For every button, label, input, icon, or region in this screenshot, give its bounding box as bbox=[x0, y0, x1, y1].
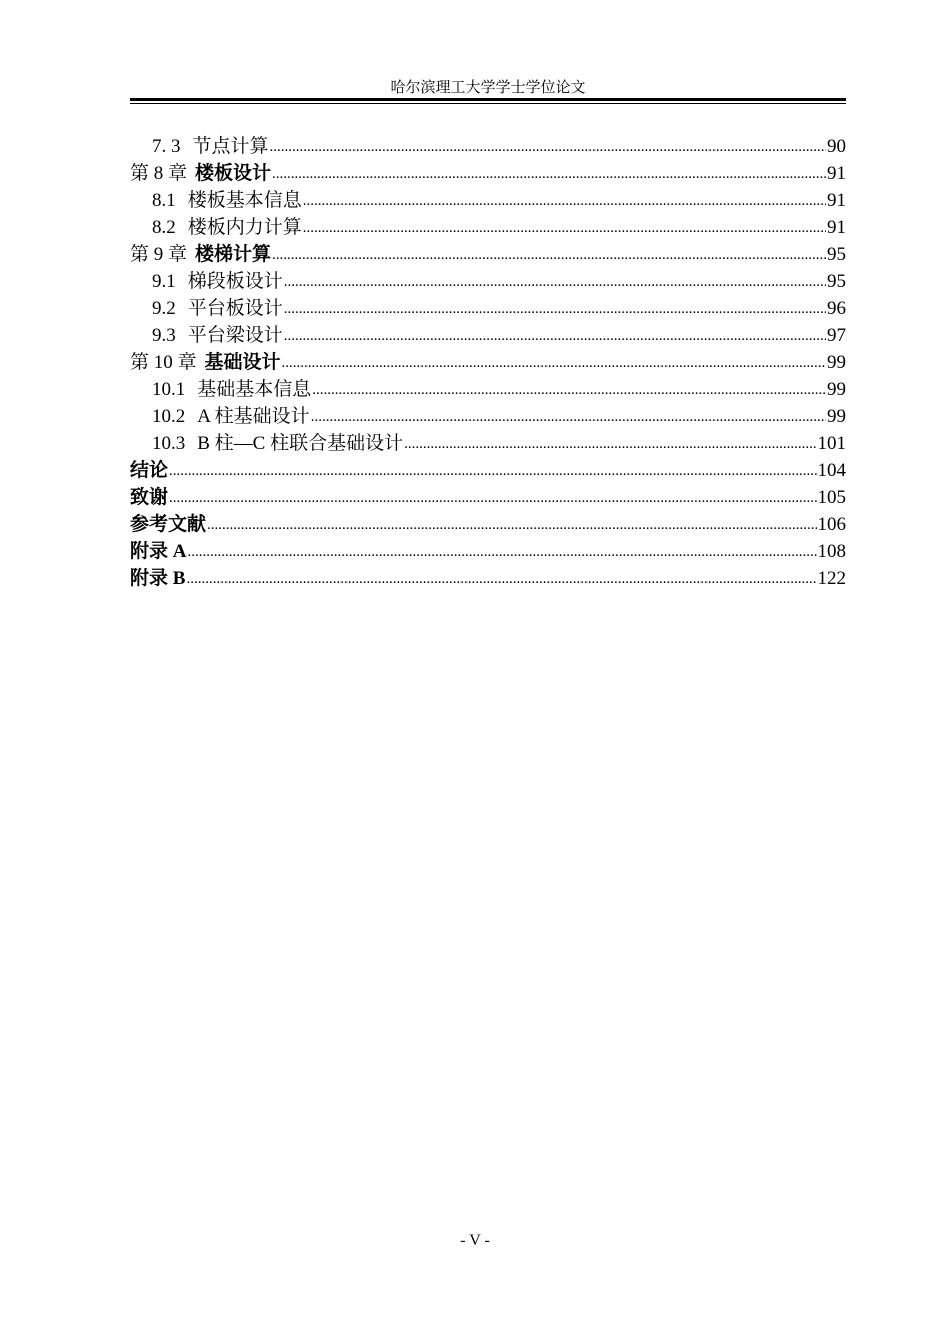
toc-entry-number: 9.3 bbox=[152, 325, 176, 346]
toc-entry[interactable] bbox=[130, 456, 846, 483]
toc-dot-leader bbox=[404, 432, 816, 456]
toc-dot-leader bbox=[186, 567, 816, 591]
toc-entry-text: 结论 bbox=[130, 460, 169, 481]
toc-entry[interactable] bbox=[130, 213, 846, 240]
toc-dot-leader bbox=[272, 243, 826, 267]
toc-entry[interactable] bbox=[130, 483, 846, 510]
toc-entry[interactable] bbox=[130, 186, 846, 213]
toc-entry-title bbox=[152, 135, 269, 159]
toc-entry-page: 91 bbox=[827, 217, 846, 238]
toc-entry-page: 99 bbox=[827, 379, 846, 400]
toc-entry-text: B 柱—C 柱联合基础设计 bbox=[197, 433, 404, 454]
header-rule-thin bbox=[130, 103, 846, 104]
toc-dot-leader bbox=[312, 378, 826, 402]
toc-entry-title bbox=[130, 351, 281, 375]
toc-entry-number: 8.2 bbox=[152, 217, 176, 238]
toc-entry-title bbox=[130, 540, 186, 564]
toc-entry[interactable] bbox=[130, 132, 846, 159]
toc-entry-number: 第 9 章 bbox=[130, 244, 188, 265]
toc-entry-text: 楼梯计算 bbox=[195, 244, 272, 265]
toc-entry-text: 参考文献 bbox=[130, 514, 207, 535]
header-rule-thick bbox=[130, 98, 846, 101]
toc-entry-page: 106 bbox=[817, 514, 846, 535]
toc-entry-text: 基础基本信息 bbox=[197, 379, 312, 400]
toc-dot-leader bbox=[311, 405, 826, 429]
toc-dot-leader bbox=[284, 270, 826, 294]
toc-entry[interactable] bbox=[130, 294, 846, 321]
toc-entry-page: 90 bbox=[827, 136, 846, 157]
toc-entry-number: 10.3 bbox=[152, 433, 186, 454]
toc-dot-leader bbox=[303, 216, 826, 240]
toc-entry-text: 基础设计 bbox=[204, 352, 281, 373]
toc-entry-text: 平台梁设计 bbox=[187, 325, 283, 346]
toc-dot-leader bbox=[169, 459, 816, 483]
toc-entry-title bbox=[130, 486, 168, 510]
toc-dot-leader bbox=[303, 189, 826, 213]
toc-entry[interactable] bbox=[130, 375, 846, 402]
toc-entry-text: 附录 B bbox=[130, 568, 186, 589]
toc-entry-text: 附录 A bbox=[130, 541, 187, 562]
toc-dot-leader bbox=[284, 297, 826, 321]
toc-entry-text: 楼板内力计算 bbox=[187, 217, 302, 238]
toc-entry[interactable] bbox=[130, 510, 846, 537]
toc-entry[interactable] bbox=[130, 564, 846, 591]
toc-entry-page: 99 bbox=[827, 406, 846, 427]
toc-entry-title bbox=[152, 270, 283, 294]
toc-entry-title bbox=[152, 324, 283, 348]
toc-entry-number: 9.2 bbox=[152, 298, 176, 319]
toc-entry-page: 91 bbox=[827, 163, 846, 184]
page-header: 哈尔滨理工大学学士学位论文 bbox=[390, 80, 586, 96]
toc-entry-text: 梯段板设计 bbox=[187, 271, 283, 292]
toc-entry-text: A 柱基础设计 bbox=[197, 406, 310, 427]
toc-entry-title bbox=[152, 216, 302, 240]
toc-dot-leader bbox=[187, 540, 816, 564]
page-number: - V - bbox=[460, 1232, 490, 1249]
toc-entry-text: 楼板基本信息 bbox=[187, 190, 302, 211]
toc-entry-title bbox=[130, 513, 206, 537]
toc-entry-page: 122 bbox=[817, 568, 846, 589]
toc-entry-title bbox=[152, 297, 283, 321]
toc-entry-page: 97 bbox=[827, 325, 846, 346]
toc-entry-title bbox=[130, 459, 168, 483]
toc-entry-title bbox=[130, 243, 271, 267]
toc-entry[interactable] bbox=[130, 159, 846, 186]
toc-entry-number: 10.1 bbox=[152, 379, 186, 400]
toc-entry-title bbox=[152, 189, 302, 213]
toc-dot-leader bbox=[270, 135, 826, 159]
toc-entry-number: 7. 3 bbox=[152, 136, 181, 157]
toc-entry-number: 第 10 章 bbox=[130, 352, 197, 373]
toc-entry-number: 8.1 bbox=[152, 190, 176, 211]
toc-entry[interactable] bbox=[130, 537, 846, 564]
toc-entry-title bbox=[130, 162, 271, 186]
toc-entry-title bbox=[152, 432, 403, 456]
toc-entry-page: 105 bbox=[817, 487, 846, 508]
toc-entry-title bbox=[130, 567, 185, 591]
toc-entry-title bbox=[152, 378, 311, 402]
toc-entry-text: 节点计算 bbox=[192, 136, 269, 157]
toc-entry-text: 楼板设计 bbox=[195, 163, 272, 184]
toc-entry-number: 9.1 bbox=[152, 271, 176, 292]
toc-entry-title bbox=[152, 405, 310, 429]
toc-entry-text: 平台板设计 bbox=[187, 298, 283, 319]
toc-entry[interactable] bbox=[130, 429, 846, 456]
toc-entry-page: 95 bbox=[827, 271, 846, 292]
toc-entry[interactable] bbox=[130, 348, 846, 375]
toc-entry-page: 99 bbox=[827, 352, 846, 373]
toc-entry-page: 101 bbox=[817, 433, 846, 454]
toc-entry[interactable] bbox=[130, 267, 846, 294]
toc-entry[interactable] bbox=[130, 402, 846, 429]
toc-entry-number: 10.2 bbox=[152, 406, 186, 427]
toc-entry-page: 91 bbox=[827, 190, 846, 211]
toc-entry-page: 108 bbox=[817, 541, 846, 562]
toc-entry-page: 96 bbox=[827, 298, 846, 319]
toc-entry-page: 95 bbox=[827, 244, 846, 265]
toc-entry-text: 致谢 bbox=[130, 487, 169, 508]
toc-dot-leader bbox=[282, 351, 826, 375]
toc-dot-leader bbox=[284, 324, 826, 348]
toc-entry[interactable] bbox=[130, 240, 846, 267]
toc-entry[interactable] bbox=[130, 321, 846, 348]
toc-dot-leader bbox=[272, 162, 826, 186]
toc-dot-leader bbox=[169, 486, 816, 510]
toc-dot-leader bbox=[207, 513, 816, 537]
toc-entry-number: 第 8 章 bbox=[130, 163, 188, 184]
table-of-contents bbox=[130, 132, 846, 591]
toc-entry-page: 104 bbox=[817, 460, 846, 481]
